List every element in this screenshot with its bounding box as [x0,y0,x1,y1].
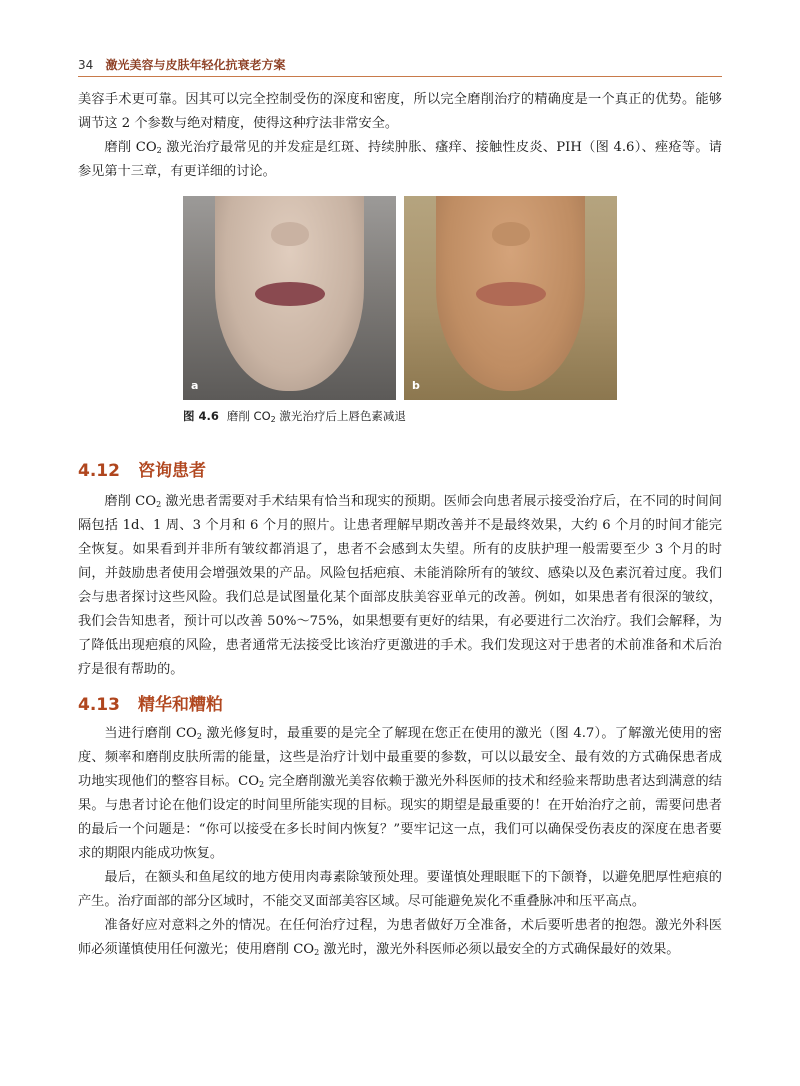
section-heading-4-13 [78,690,223,715]
photo-a-label: a [191,379,199,392]
photo-b-label: b [412,379,420,392]
figure-number: 图 4.6 [183,409,219,423]
intro-paragraph-2: 磨削 $CO_2$ 激光治疗最常见的并发症是红斑、持续肿胀、瘙痒、接触性皮炎、PIH（图 4.6）、痤疮等。请参见第十三章，有更详细的讨论。 [78,140,722,179]
figure-caption: 图 4.6 磨削 $CO_2$ 激光治疗后上唇色素减退 [183,409,406,424]
section-4-13-paragraph-2: 最后，在额头和鱼尾纹的地方使用肉毒素除皱预处理。要谨慎处理眼眶下的下颌脊，以避免肥厚性疤痕的产生。治疗面部的部分区域时，不能交叉面部美容区域。尽可能避免炭化不重叠脉冲和压平高点。 [78,870,722,909]
section-number: 4.12 [78,461,120,481]
section-number: 4.13 [78,695,120,715]
section-title: 咨询患者 [137,461,206,481]
header-rule [78,76,722,77]
figure-4-6 [183,196,617,400]
section-4-13-paragraph-1: 当进行磨削 $CO_2$ 激光修复时，最重要的是完全了解现在您正在使用的激光（图 4.7）。了解激光使用的密度、频率和磨削皮肤所需的能量，这些是治疗计划中最重要的参数，可以以最安全、最有效的方式确保患者成功地实现他们的整容目标。$CO_2$ 完全磨削激光美容依赖于激光外科医师的技术和经验来帮助患者达到满意的结果。与患者讨论在他们设定的时间里所能实现的目标。现实的期望是最重要的！在开始治疗之前，需要问患者的最后一个问题是：“你可以接受在多长时间内恢复？”要牢记这一点，我们可以确保受伤表皮的深度在患者要求的期限内能成功恢复。 [78,726,722,861]
photo-a-lips-before [183,196,396,400]
photo-b-lips-after [404,196,617,400]
intro-paragraph-1: 美容手术更可靠。因其可以完全控制受伤的深度和密度，所以完全磨削治疗的精确度是一个真正的优势。能够调节这 2 个参数与绝对精度，使得这种疗法非常安全。 [78,92,722,131]
page-number: 34 [78,58,94,72]
section-title: 精华和糟粕 [137,695,223,715]
section-4-13-paragraph-3: 准备好应对意料之外的情况。在任何治疗过程，为患者做好万全准备，术后要听患者的抱怨。激光外科医师必须谨慎使用任何激光；使用磨削 $CO_2$ 激光时，激光外科医师必须以最安全的方式确保最好的效果。 [78,918,722,957]
section-heading-4-12 [78,456,206,481]
running-header [78,56,285,73]
section-4-12-paragraph: 磨削 $CO_2$ 激光患者需要对手术结果有恰当和现实的预期。医师会向患者展示接受治疗后，在不同的时间间隔包括 1d、1 周、3 个月和 6 个月的照片。让患者理解早期改善并不是最终效果，大约 6 个月的时间才能完全恢复。如果看到并非所有皱纹都消退了，患者不会感到太失望。所有的皮肤护理一般需要至少 3 个月的时间，并鼓励患者使用会增强效果的产品。风险包括疤痕、未能消除所有的皱纹、感染以及色素沉着过度。我们会与患者探讨这些风险。我们总是试图量化某个面部皮肤美容亚单元的改善。例如，如果患者有很深的皱纹，我们会告知患者，预计可以改善 50%～75%，如果想要有更好的结果，有必要进行二次治疗。我们会解释，为了降低出现疤痕的风险，患者通常无法接受比该治疗更激进的手术。我们发现这对于患者的术前准备和术后治疗是很有帮助的。 [78,494,722,677]
book-title: 激光美容与皮肤年轻化抗衰老方案 [105,58,286,72]
